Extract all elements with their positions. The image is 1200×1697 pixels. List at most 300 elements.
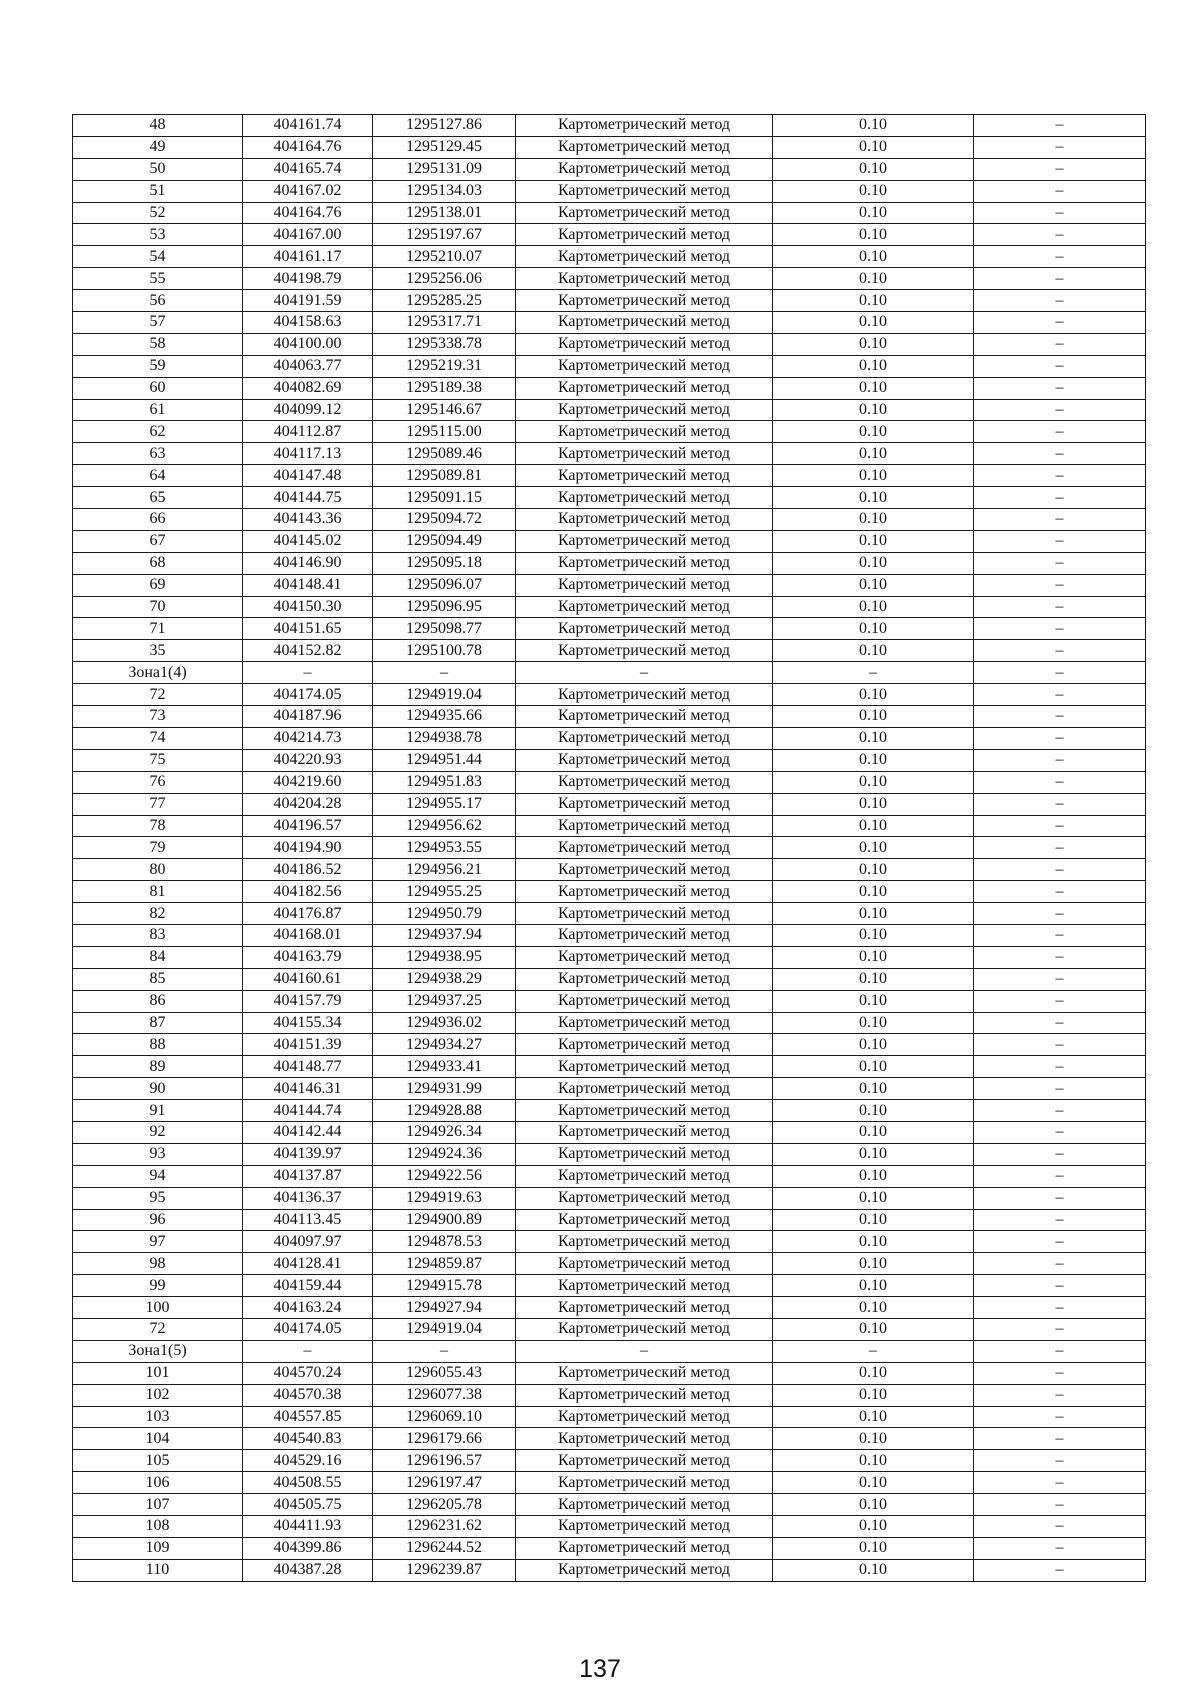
x-coordinate-cell: 404399.86	[243, 1537, 373, 1559]
accuracy-cell: 0.10	[773, 377, 974, 399]
x-coordinate-cell: 404161.74	[243, 115, 373, 137]
y-coordinate-cell: 1296069.10	[373, 1406, 516, 1428]
y-coordinate-cell: 1295219.31	[373, 355, 516, 377]
x-coordinate-cell: 404158.63	[243, 312, 373, 334]
table-row	[73, 684, 1146, 706]
table-row	[73, 180, 1146, 202]
table-row	[73, 443, 1146, 465]
x-coordinate-cell: 404157.79	[243, 990, 373, 1012]
point-number-cell: 103	[73, 1406, 243, 1428]
y-coordinate-cell: 1294956.21	[373, 859, 516, 881]
x-coordinate-cell: 404160.61	[243, 968, 373, 990]
point-number-cell: 51	[73, 180, 243, 202]
method-cell: Картометрический метод	[516, 1056, 773, 1078]
y-coordinate-cell: 1295189.38	[373, 377, 516, 399]
x-coordinate-cell: 404112.87	[243, 421, 373, 443]
x-coordinate-cell: 404570.38	[243, 1384, 373, 1406]
point-number-cell: 74	[73, 727, 243, 749]
accuracy-cell: 0.10	[773, 1078, 974, 1100]
note-cell: –	[974, 1187, 1146, 1209]
accuracy-cell: 0.10	[773, 793, 974, 815]
accuracy-cell: 0.10	[773, 1187, 974, 1209]
y-coordinate-cell: 1295146.67	[373, 399, 516, 421]
accuracy-cell: 0.10	[773, 1406, 974, 1428]
y-coordinate-cell: 1296244.52	[373, 1537, 516, 1559]
table-row	[73, 465, 1146, 487]
x-coordinate-cell: 404113.45	[243, 1209, 373, 1231]
table-row	[73, 268, 1146, 290]
table-row	[73, 640, 1146, 662]
y-coordinate-cell: 1295134.03	[373, 180, 516, 202]
method-cell: Картометрический метод	[516, 355, 773, 377]
y-coordinate-cell: 1294924.36	[373, 1143, 516, 1165]
y-coordinate-cell: 1294936.02	[373, 1012, 516, 1034]
y-coordinate-cell: 1294956.62	[373, 815, 516, 837]
point-number-cell: 109	[73, 1537, 243, 1559]
y-coordinate-cell: 1295138.01	[373, 202, 516, 224]
accuracy-cell: 0.10	[773, 399, 974, 421]
y-coordinate-cell: 1294919.63	[373, 1187, 516, 1209]
note-cell: –	[974, 968, 1146, 990]
y-coordinate-cell: 1296077.38	[373, 1384, 516, 1406]
table-row	[73, 837, 1146, 859]
accuracy-cell: 0.10	[773, 530, 974, 552]
x-coordinate-cell: 404219.60	[243, 771, 373, 793]
method-cell: Картометрический метод	[516, 1209, 773, 1231]
note-cell: –	[974, 1537, 1146, 1559]
x-coordinate-cell: 404163.24	[243, 1297, 373, 1319]
note-cell: –	[974, 815, 1146, 837]
note-cell: –	[974, 1428, 1146, 1450]
point-number-cell: 63	[73, 443, 243, 465]
method-cell: Картометрический метод	[516, 1428, 773, 1450]
note-cell: –	[974, 1121, 1146, 1143]
y-coordinate-cell: 1294926.34	[373, 1121, 516, 1143]
y-coordinate-cell: 1296205.78	[373, 1494, 516, 1516]
y-coordinate-cell: 1295317.71	[373, 312, 516, 334]
table-row	[73, 1318, 1146, 1340]
point-number-cell: 106	[73, 1472, 243, 1494]
x-coordinate-cell: 404136.37	[243, 1187, 373, 1209]
x-coordinate-cell: 404505.75	[243, 1494, 373, 1516]
y-coordinate-cell: 1294931.99	[373, 1078, 516, 1100]
accuracy-cell: 0.10	[773, 268, 974, 290]
note-cell: –	[974, 180, 1146, 202]
table-row	[73, 924, 1146, 946]
method-cell: –	[516, 662, 773, 684]
note-cell: –	[974, 859, 1146, 881]
x-coordinate-cell: 404128.41	[243, 1253, 373, 1275]
method-cell: Картометрический метод	[516, 903, 773, 925]
accuracy-cell: 0.10	[773, 115, 974, 137]
y-coordinate-cell: 1295210.07	[373, 246, 516, 268]
point-number-cell: 48	[73, 115, 243, 137]
note-cell: –	[974, 290, 1146, 312]
table-row	[73, 946, 1146, 968]
note-cell: –	[974, 355, 1146, 377]
accuracy-cell: 0.10	[773, 1472, 974, 1494]
y-coordinate-cell: 1295095.18	[373, 552, 516, 574]
y-coordinate-cell: 1295094.49	[373, 530, 516, 552]
accuracy-cell: 0.10	[773, 1384, 974, 1406]
table-row	[73, 1100, 1146, 1122]
note-cell: –	[974, 509, 1146, 531]
table-row	[73, 815, 1146, 837]
method-cell: Картометрический метод	[516, 1121, 773, 1143]
point-number-cell: 67	[73, 530, 243, 552]
y-coordinate-cell: 1294927.94	[373, 1297, 516, 1319]
table-row	[73, 136, 1146, 158]
accuracy-cell: 0.10	[773, 421, 974, 443]
accuracy-cell: 0.10	[773, 640, 974, 662]
point-number-cell: 61	[73, 399, 243, 421]
y-coordinate-cell: 1294950.79	[373, 903, 516, 925]
y-coordinate-cell: 1294915.78	[373, 1275, 516, 1297]
point-number-cell: 86	[73, 990, 243, 1012]
accuracy-cell: 0.10	[773, 180, 974, 202]
table-row	[73, 399, 1146, 421]
point-number-cell: 75	[73, 749, 243, 771]
accuracy-cell: 0.10	[773, 552, 974, 574]
note-cell: –	[974, 1275, 1146, 1297]
method-cell: Картометрический метод	[516, 136, 773, 158]
x-coordinate-cell: 404387.28	[243, 1559, 373, 1581]
accuracy-cell: 0.10	[773, 1012, 974, 1034]
x-coordinate-cell: 404063.77	[243, 355, 373, 377]
note-cell: –	[974, 749, 1146, 771]
method-cell: Картометрический метод	[516, 596, 773, 618]
note-cell: –	[974, 1559, 1146, 1581]
x-coordinate-cell: 404508.55	[243, 1472, 373, 1494]
table-row	[73, 1165, 1146, 1187]
y-coordinate-cell: 1295285.25	[373, 290, 516, 312]
y-coordinate-cell: 1294934.27	[373, 1034, 516, 1056]
method-cell: Картометрический метод	[516, 1406, 773, 1428]
table-row	[73, 1428, 1146, 1450]
method-cell: Картометрический метод	[516, 1450, 773, 1472]
x-coordinate-cell: 404196.57	[243, 815, 373, 837]
method-cell: Картометрический метод	[516, 1494, 773, 1516]
point-number-cell: 55	[73, 268, 243, 290]
x-coordinate-cell: 404146.90	[243, 552, 373, 574]
point-number-cell: 102	[73, 1384, 243, 1406]
method-cell: Картометрический метод	[516, 1012, 773, 1034]
method-cell: Картометрический метод	[516, 1297, 773, 1319]
point-number-cell: 107	[73, 1494, 243, 1516]
accuracy-cell: 0.10	[773, 596, 974, 618]
method-cell: Картометрический метод	[516, 793, 773, 815]
point-number-cell: 71	[73, 618, 243, 640]
x-coordinate-cell: 404411.93	[243, 1516, 373, 1538]
y-coordinate-cell: 1296196.57	[373, 1450, 516, 1472]
method-cell: Картометрический метод	[516, 224, 773, 246]
x-coordinate-cell: 404570.24	[243, 1362, 373, 1384]
note-cell: –	[974, 377, 1146, 399]
zone-header-row	[73, 662, 1146, 684]
note-cell: –	[974, 1078, 1146, 1100]
method-cell: Картометрический метод	[516, 990, 773, 1012]
accuracy-cell: 0.10	[773, 727, 974, 749]
y-coordinate-cell: 1294937.94	[373, 924, 516, 946]
y-coordinate-cell: 1294937.25	[373, 990, 516, 1012]
method-cell: Картометрический метод	[516, 115, 773, 137]
accuracy-cell: 0.10	[773, 837, 974, 859]
note-cell: –	[974, 224, 1146, 246]
note-cell: –	[974, 1012, 1146, 1034]
accuracy-cell: 0.10	[773, 990, 974, 1012]
point-number-cell: 100	[73, 1297, 243, 1319]
note-cell: –	[974, 465, 1146, 487]
method-cell: Картометрический метод	[516, 1034, 773, 1056]
note-cell: –	[974, 421, 1146, 443]
note-cell: –	[974, 837, 1146, 859]
accuracy-cell: 0.10	[773, 136, 974, 158]
method-cell: Картометрический метод	[516, 618, 773, 640]
method-cell: Картометрический метод	[516, 443, 773, 465]
point-number-cell: 72	[73, 1318, 243, 1340]
y-coordinate-cell: 1295115.00	[373, 421, 516, 443]
coordinates-table	[72, 114, 1146, 1582]
table-row	[73, 968, 1146, 990]
note-cell: –	[974, 202, 1146, 224]
note-cell: –	[974, 1516, 1146, 1538]
x-coordinate-cell: 404204.28	[243, 793, 373, 815]
note-cell: –	[974, 1100, 1146, 1122]
accuracy-cell: 0.10	[773, 1362, 974, 1384]
table-row	[73, 1275, 1146, 1297]
method-cell: Картометрический метод	[516, 246, 773, 268]
point-number-cell: 92	[73, 1121, 243, 1143]
accuracy-cell: 0.10	[773, 859, 974, 881]
method-cell: Картометрический метод	[516, 509, 773, 531]
x-coordinate-cell: 404142.44	[243, 1121, 373, 1143]
note-cell: –	[974, 990, 1146, 1012]
y-coordinate-cell: 1295127.86	[373, 115, 516, 137]
point-number-cell: 58	[73, 333, 243, 355]
x-coordinate-cell: 404139.97	[243, 1143, 373, 1165]
method-cell: Картометрический метод	[516, 881, 773, 903]
method-cell: Картометрический метод	[516, 399, 773, 421]
y-coordinate-cell: 1294955.25	[373, 881, 516, 903]
accuracy-cell: 0.10	[773, 1253, 974, 1275]
point-number-cell: 84	[73, 946, 243, 968]
y-coordinate-cell: 1295089.46	[373, 443, 516, 465]
point-number-cell: 50	[73, 158, 243, 180]
table-row	[73, 1537, 1146, 1559]
table-row	[73, 1362, 1146, 1384]
table-row	[73, 1187, 1146, 1209]
point-number-cell: 81	[73, 881, 243, 903]
table-row	[73, 421, 1146, 443]
x-coordinate-cell: 404146.31	[243, 1078, 373, 1100]
table-row	[73, 377, 1146, 399]
y-coordinate-cell: 1295096.95	[373, 596, 516, 618]
x-coordinate-cell: 404164.76	[243, 202, 373, 224]
method-cell: Картометрический метод	[516, 859, 773, 881]
x-coordinate-cell: 404163.79	[243, 946, 373, 968]
point-number-cell: 99	[73, 1275, 243, 1297]
note-cell: –	[974, 1034, 1146, 1056]
x-coordinate-cell: 404214.73	[243, 727, 373, 749]
method-cell: Картометрический метод	[516, 180, 773, 202]
method-cell: Картометрический метод	[516, 640, 773, 662]
point-number-cell: 80	[73, 859, 243, 881]
note-cell: –	[974, 924, 1146, 946]
x-coordinate-cell: 404150.30	[243, 596, 373, 618]
note-cell: –	[974, 487, 1146, 509]
table-row	[73, 1406, 1146, 1428]
method-cell: Картометрический метод	[516, 377, 773, 399]
method-cell: Картометрический метод	[516, 1384, 773, 1406]
accuracy-cell: 0.10	[773, 465, 974, 487]
point-number-cell: 82	[73, 903, 243, 925]
table-row	[73, 115, 1146, 137]
table-row	[73, 618, 1146, 640]
table-row	[73, 1034, 1146, 1056]
note-cell: –	[974, 530, 1146, 552]
method-cell: Картометрический метод	[516, 312, 773, 334]
table-row	[73, 355, 1146, 377]
y-coordinate-cell: 1294935.66	[373, 706, 516, 728]
note-cell: –	[974, 706, 1146, 728]
accuracy-cell: 0.10	[773, 158, 974, 180]
accuracy-cell: –	[773, 662, 974, 684]
method-cell: Картометрический метод	[516, 552, 773, 574]
method-cell: Картометрический метод	[516, 1187, 773, 1209]
coordinates-table-body	[73, 115, 1146, 1582]
method-cell: Картометрический метод	[516, 465, 773, 487]
y-coordinate-cell: 1294938.95	[373, 946, 516, 968]
y-coordinate-cell: 1294922.56	[373, 1165, 516, 1187]
x-coordinate-cell: 404186.52	[243, 859, 373, 881]
accuracy-cell: 0.10	[773, 1121, 974, 1143]
accuracy-cell: 0.10	[773, 509, 974, 531]
x-coordinate-cell: 404147.48	[243, 465, 373, 487]
point-number-cell: 78	[73, 815, 243, 837]
table-row	[73, 1297, 1146, 1319]
x-coordinate-cell: 404182.56	[243, 881, 373, 903]
point-number-cell: 89	[73, 1056, 243, 1078]
y-coordinate-cell: 1296055.43	[373, 1362, 516, 1384]
accuracy-cell: 0.10	[773, 771, 974, 793]
note-cell: –	[974, 1056, 1146, 1078]
y-coordinate-cell: 1296231.62	[373, 1516, 516, 1538]
note-cell: –	[974, 1494, 1146, 1516]
x-coordinate-cell: 404161.17	[243, 246, 373, 268]
accuracy-cell: 0.10	[773, 1428, 974, 1450]
method-cell: Картометрический метод	[516, 268, 773, 290]
x-coordinate-cell: 404152.82	[243, 640, 373, 662]
x-coordinate-cell: –	[243, 662, 373, 684]
method-cell: Картометрический метод	[516, 1143, 773, 1165]
x-coordinate-cell: 404176.87	[243, 903, 373, 925]
point-number-cell: 73	[73, 706, 243, 728]
accuracy-cell: 0.10	[773, 574, 974, 596]
point-number-cell: 53	[73, 224, 243, 246]
table-row	[73, 312, 1146, 334]
note-cell: –	[974, 1340, 1146, 1362]
method-cell: Картометрический метод	[516, 749, 773, 771]
x-coordinate-cell: 404220.93	[243, 749, 373, 771]
table-row	[73, 290, 1146, 312]
point-number-cell: 62	[73, 421, 243, 443]
method-cell: Картометрический метод	[516, 202, 773, 224]
table-row	[73, 509, 1146, 531]
x-coordinate-cell: 404174.05	[243, 684, 373, 706]
table-row	[73, 1253, 1146, 1275]
table-row	[73, 793, 1146, 815]
point-number-cell: 60	[73, 377, 243, 399]
y-coordinate-cell: 1294951.83	[373, 771, 516, 793]
accuracy-cell: 0.10	[773, 903, 974, 925]
y-coordinate-cell: 1295131.09	[373, 158, 516, 180]
table-row	[73, 574, 1146, 596]
note-cell: –	[974, 946, 1146, 968]
x-coordinate-cell: 404167.00	[243, 224, 373, 246]
table-row	[73, 990, 1146, 1012]
point-number-cell: 56	[73, 290, 243, 312]
method-cell: Картометрический метод	[516, 1362, 773, 1384]
table-row	[73, 1494, 1146, 1516]
y-coordinate-cell: 1295338.78	[373, 333, 516, 355]
note-cell: –	[974, 1253, 1146, 1275]
note-cell: –	[974, 881, 1146, 903]
note-cell: –	[974, 903, 1146, 925]
table-row	[73, 1012, 1146, 1034]
note-cell: –	[974, 1143, 1146, 1165]
method-cell: Картометрический метод	[516, 487, 773, 509]
table-row	[73, 1516, 1146, 1538]
accuracy-cell: 0.10	[773, 924, 974, 946]
accuracy-cell: 0.10	[773, 487, 974, 509]
method-cell: Картометрический метод	[516, 333, 773, 355]
x-coordinate-cell: 404191.59	[243, 290, 373, 312]
x-coordinate-cell: 404198.79	[243, 268, 373, 290]
table-row	[73, 487, 1146, 509]
note-cell: –	[974, 399, 1146, 421]
point-number-cell: 72	[73, 684, 243, 706]
point-number-cell: 97	[73, 1231, 243, 1253]
x-coordinate-cell: 404148.77	[243, 1056, 373, 1078]
x-coordinate-cell: 404165.74	[243, 158, 373, 180]
x-coordinate-cell: 404117.13	[243, 443, 373, 465]
zone-header-row	[73, 1340, 1146, 1362]
accuracy-cell: 0.10	[773, 1056, 974, 1078]
note-cell: –	[974, 333, 1146, 355]
accuracy-cell: 0.10	[773, 881, 974, 903]
y-coordinate-cell: 1296197.47	[373, 1472, 516, 1494]
accuracy-cell: –	[773, 1340, 974, 1362]
table-row	[73, 552, 1146, 574]
method-cell: Картометрический метод	[516, 530, 773, 552]
method-cell: Картометрический метод	[516, 924, 773, 946]
y-coordinate-cell: 1295100.78	[373, 640, 516, 662]
x-coordinate-cell: 404097.97	[243, 1231, 373, 1253]
y-coordinate-cell: 1294955.17	[373, 793, 516, 815]
point-number-cell: 93	[73, 1143, 243, 1165]
x-coordinate-cell: 404194.90	[243, 837, 373, 859]
x-coordinate-cell: 404137.87	[243, 1165, 373, 1187]
y-coordinate-cell: 1295098.77	[373, 618, 516, 640]
method-cell: Картометрический метод	[516, 574, 773, 596]
method-cell: Картометрический метод	[516, 1516, 773, 1538]
point-number-cell: 85	[73, 968, 243, 990]
y-coordinate-cell: 1294878.53	[373, 1231, 516, 1253]
note-cell: –	[974, 574, 1146, 596]
method-cell: Картометрический метод	[516, 1078, 773, 1100]
point-number-cell: 95	[73, 1187, 243, 1209]
accuracy-cell: 0.10	[773, 618, 974, 640]
